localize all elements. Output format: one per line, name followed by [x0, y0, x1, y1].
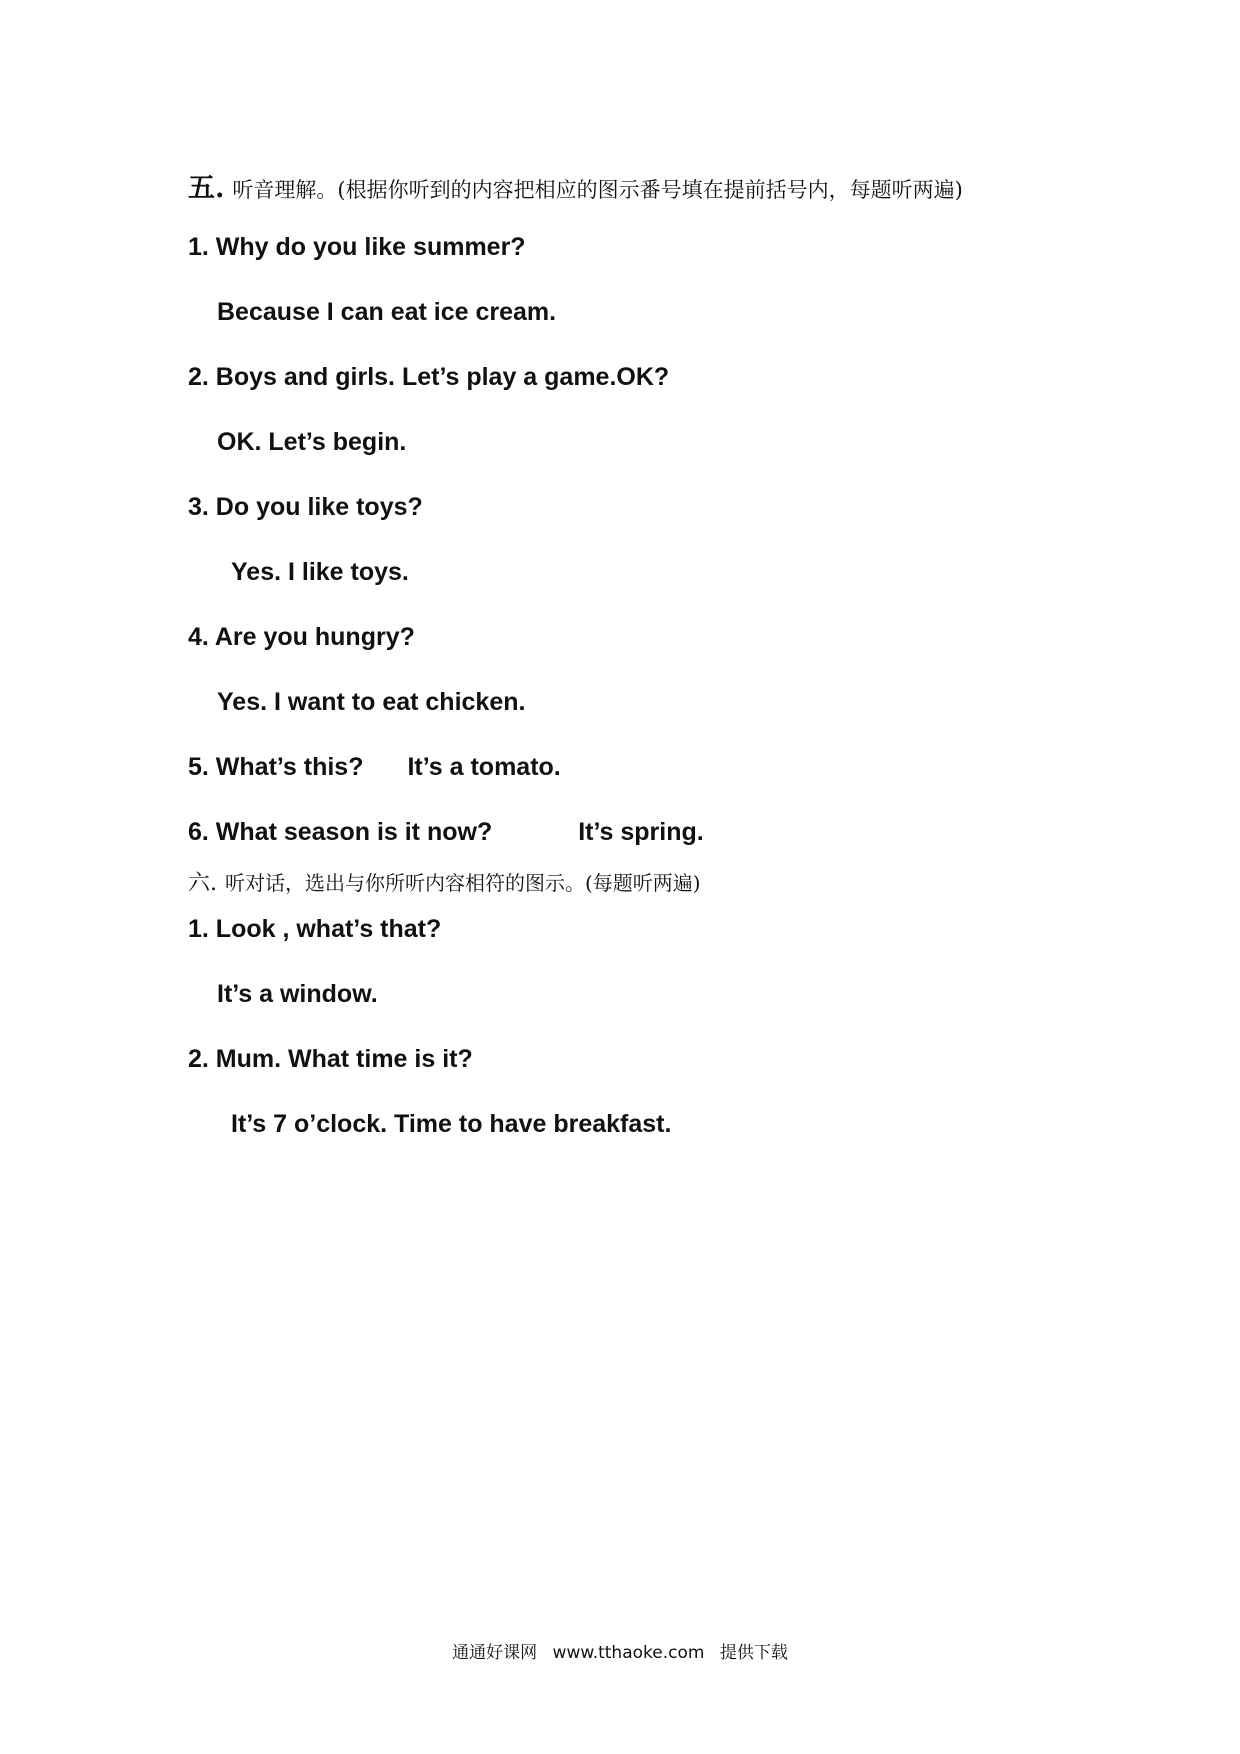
s5-a6: It’s spring.	[578, 818, 704, 846]
s5-q3: 3. Do you like toys?	[188, 493, 423, 521]
s5-q1: 1. Why do you like summer?	[188, 233, 526, 261]
s5-a1: Because I can eat ice cream.	[217, 298, 557, 326]
page-footer	[0, 1638, 1240, 1663]
s5-q6-row	[188, 818, 704, 847]
section-5-instruction: 听音理解。(根据你听到的内容把相应的图示番号填在提前括号内，每题听两遍)	[232, 178, 963, 202]
footer-tagline: 提供下载	[719, 1643, 788, 1663]
s5-a2: OK. Let’s begin.	[217, 428, 407, 456]
section-6-number: 六.	[188, 871, 217, 896]
s5-q4: 4. Are you hungry?	[188, 623, 415, 651]
footer-url[interactable]: www.tthaoke.com	[552, 1643, 705, 1663]
section-6-heading	[188, 866, 701, 897]
s5-a5: It’s a tomato.	[407, 753, 561, 781]
section-5-number: 五.	[188, 173, 225, 204]
s5-q2: 2. Boys and girls. Let’s play a game.OK?	[188, 363, 670, 391]
s5-q5-row	[188, 753, 561, 782]
footer-site-name: 通通好课网	[452, 1643, 538, 1663]
s6-a1: It’s a window.	[217, 980, 378, 1008]
s5-q5: 5. What’s this?	[188, 753, 364, 781]
s5-q6: 6. What season is it now?	[188, 818, 493, 846]
section-5-heading	[188, 166, 963, 205]
s5-a4: Yes. I want to eat chicken.	[217, 688, 526, 716]
section-6-instruction: 听对话，选出与你所听内容相符的图示。(每题听两遍)	[225, 871, 701, 895]
s5-a3: Yes. I like toys.	[231, 558, 409, 586]
s6-q2: 2. Mum. What time is it?	[188, 1045, 473, 1073]
s6-a2: It’s 7 o’clock. Time to have breakfast.	[231, 1110, 672, 1138]
s6-q1: 1. Look , what’s that?	[188, 915, 442, 943]
